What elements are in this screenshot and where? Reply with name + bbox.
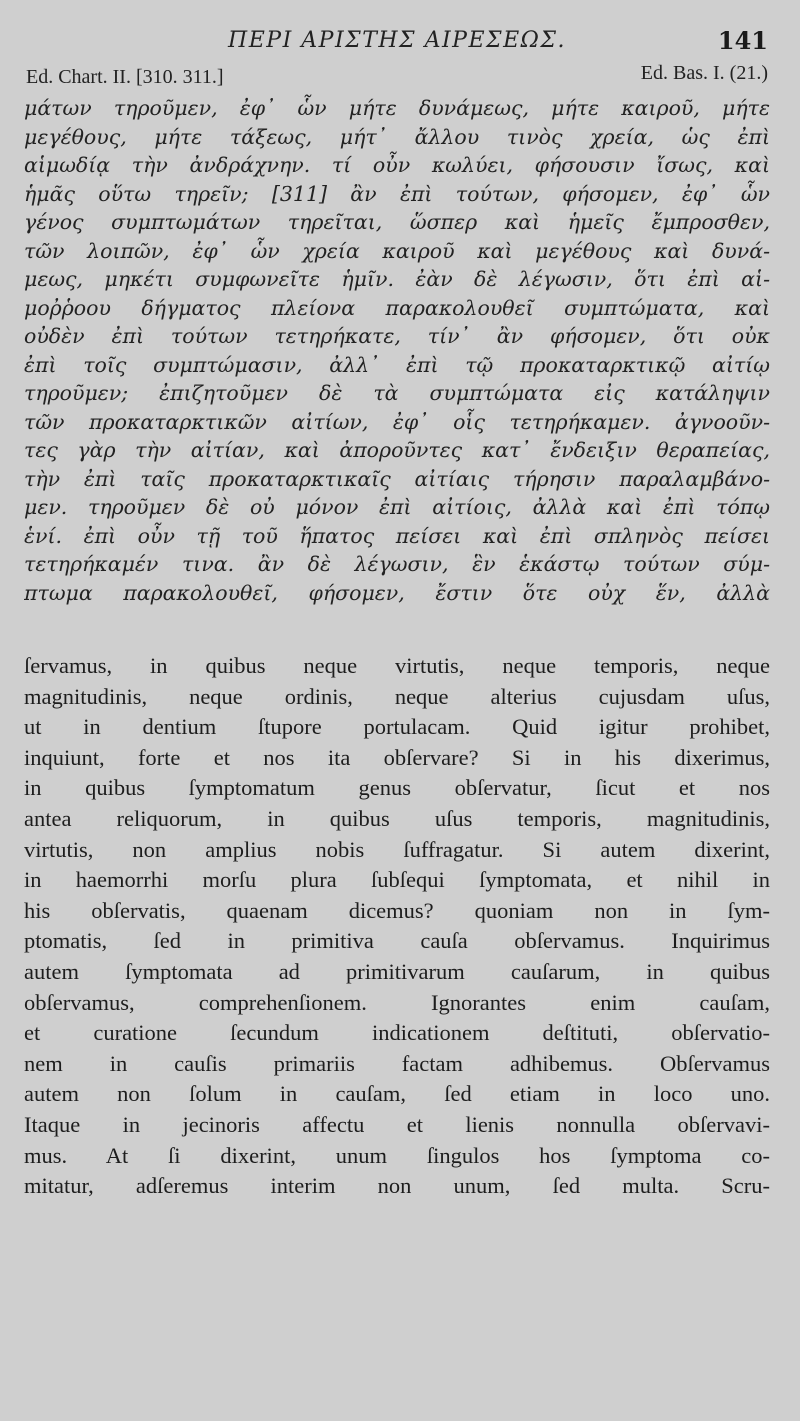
greek-line: τῶν προκαταρκτικῶν αἰτίων, ἐφ᾽ οἷς τετηρήκαμεν. ἀγνοοῦν- xyxy=(24,409,770,434)
greek-line: πτωμα παρακολουθεῖ, φήσομεν, ἔστιν ὅτε οὐχ ἕν, ἀλλὰ xyxy=(24,580,770,605)
latin-line: ptomatis, ſed in primitiva cauſa obſervamus. Inquirimus xyxy=(24,928,770,954)
greek-line: τῶν λοιπῶν, ἐφ᾽ ὧν χρεία καιροῦ καὶ μεγέθους καὶ δυνά- xyxy=(24,238,770,263)
greek-line: γένος συμπτωμάτων τηρεῖται, ὥσπερ καὶ ἡμεῖς ἔμπροσθεν, xyxy=(24,210,770,234)
latin-line: inquiunt, forte et nos ita obſervare? Si in his dixerimus, xyxy=(24,744,770,770)
latin-line: antea reliquorum, in quibus uſus temporis, magnitudinis, xyxy=(24,805,770,831)
latin-line: mitatur, adſeremus interim non unum, ſed multa. Scru- xyxy=(24,1173,770,1199)
latin-line: obſervamus, comprehenſionem. Ignorantes enim cauſam, xyxy=(24,989,770,1015)
latin-text xyxy=(24,651,770,1202)
greek-line: οὐδὲν ἐπὶ τούτων τετηρήκατε, τίν᾽ ἂν φήσομεν, ὅτι οὐκ xyxy=(24,324,770,348)
running-head xyxy=(24,26,770,56)
latin-line: his obſervatis, quaenam dicemus? quoniam non in ſym- xyxy=(24,897,770,923)
greek-line: μεν. τηροῦμεν δὲ οὐ μόνον ἐπὶ αἰτίοις, ἀλλὰ καὶ ἐπὶ τόπῳ xyxy=(24,495,770,519)
greek-line: ἡμᾶς οὕτω τηρεῖν; [311] ἂν ἐπὶ τούτων, φήσομεν, ἐφ᾽ ὧν xyxy=(24,181,770,206)
greek-line: μοῤῥοου δήγματος πλείονα παρακολουθεῖ συμπτώματα, καὶ xyxy=(24,295,770,320)
latin-line: virtutis, non amplius nobis ſuffragatur. Si autem dixerint, xyxy=(24,836,770,862)
greek-line: τες γὰρ τὴν αἰτίαν, καὶ ἀποροῦντες κατ᾽ ἔνδειξιν θεραπείας, xyxy=(24,438,770,462)
latin-line: in haemorrhi morſu plura ſubſequi ſymptomata, et nihil in xyxy=(24,867,770,893)
greek-line: μάτων τηροῦμεν, ἐφ᾽ ὧν μήτε δυνάμεως, μήτε καιροῦ, μήτε xyxy=(24,96,770,120)
greek-text xyxy=(24,94,770,607)
latin-line: autem ſymptomata ad primitivarum cauſarum, in quibus xyxy=(24,958,770,984)
latin-line: in quibus ſymptomatum genus obſervatur, ſicut et nos xyxy=(24,775,770,801)
greek-line: ἐπὶ τοῖς συμπτώμασιν, ἀλλ᾽ ἐπὶ τῷ προκαταρκτικῷ αἰτίῳ xyxy=(24,352,770,377)
greek-line: ἑνί. ἐπὶ οὖν τῇ τοῦ ἥπατος πείσει καὶ ἐπὶ σπληνὸς πείσει xyxy=(24,523,770,548)
latin-line: mus. At ſi dixerint, unum ſingulos hos ſymptoma co- xyxy=(24,1142,770,1168)
page-number: 141 xyxy=(717,26,768,55)
edition-reference-basel: Ed. Bas. I. (21.) xyxy=(640,62,768,84)
greek-line: μεγέθους, μήτε τάξεως, μήτ᾽ ἄλλου τινὸς χρεία, ὡς ἐπὶ xyxy=(24,124,770,149)
greek-line: τὴν ἐπὶ ταῖς προκαταρκτικαῖς αἰτίαις τήρησιν παραλαμβάνο- xyxy=(24,466,770,491)
latin-line: nem in cauſis primariis factam adhibemus. Obſervamus xyxy=(24,1050,770,1076)
latin-line: autem non ſolum in cauſam, ſed etiam in loco uno. xyxy=(24,1081,770,1107)
greek-line: αἱμωδίᾳ τὴν ἀνδράχνην. τί οὖν κωλύει, φήσουσιν ἴσως, καὶ xyxy=(24,153,770,177)
edition-reference-chartier: Ed. Chart. II. [310. 311.] xyxy=(26,66,224,88)
latin-line: ſervamus, in quibus neque virtutis, neque temporis, neque xyxy=(24,653,770,678)
greek-line: τηροῦμεν; ἐπιζητοῦμεν δὲ τὰ συμπτώματα εἰς κατάληψιν xyxy=(24,381,770,405)
running-title: ΠΕΡΙ ΑΡΙΣΤΗΣ ΑΙΡΕΣΕΩΣ. xyxy=(228,28,566,53)
latin-line: et curatione ſecundum indicationem deſtituti, obſervatio- xyxy=(24,1020,770,1046)
latin-line: ut in dentium ſtupore portulacam. Quid igitur prohibet, xyxy=(24,714,770,740)
greek-line: μεως, μηκέτι συμφωνεῖτε ἡμῖν. ἐὰν δὲ λέγωσιν, ὅτι ἐπὶ αἱ- xyxy=(24,267,770,291)
latin-line: magnitudinis, neque ordinis, neque alterius cujusdam uſus, xyxy=(24,683,770,709)
edition-references xyxy=(24,56,770,90)
latin-line: Itaque in jecinoris affectu et lienis nonnulla obſervavi- xyxy=(24,1111,770,1137)
greek-line: τετηρήκαμέν τινα. ἂν δὲ λέγωσιν, ἓν ἑκάστῳ τούτων σύμ- xyxy=(24,552,770,576)
